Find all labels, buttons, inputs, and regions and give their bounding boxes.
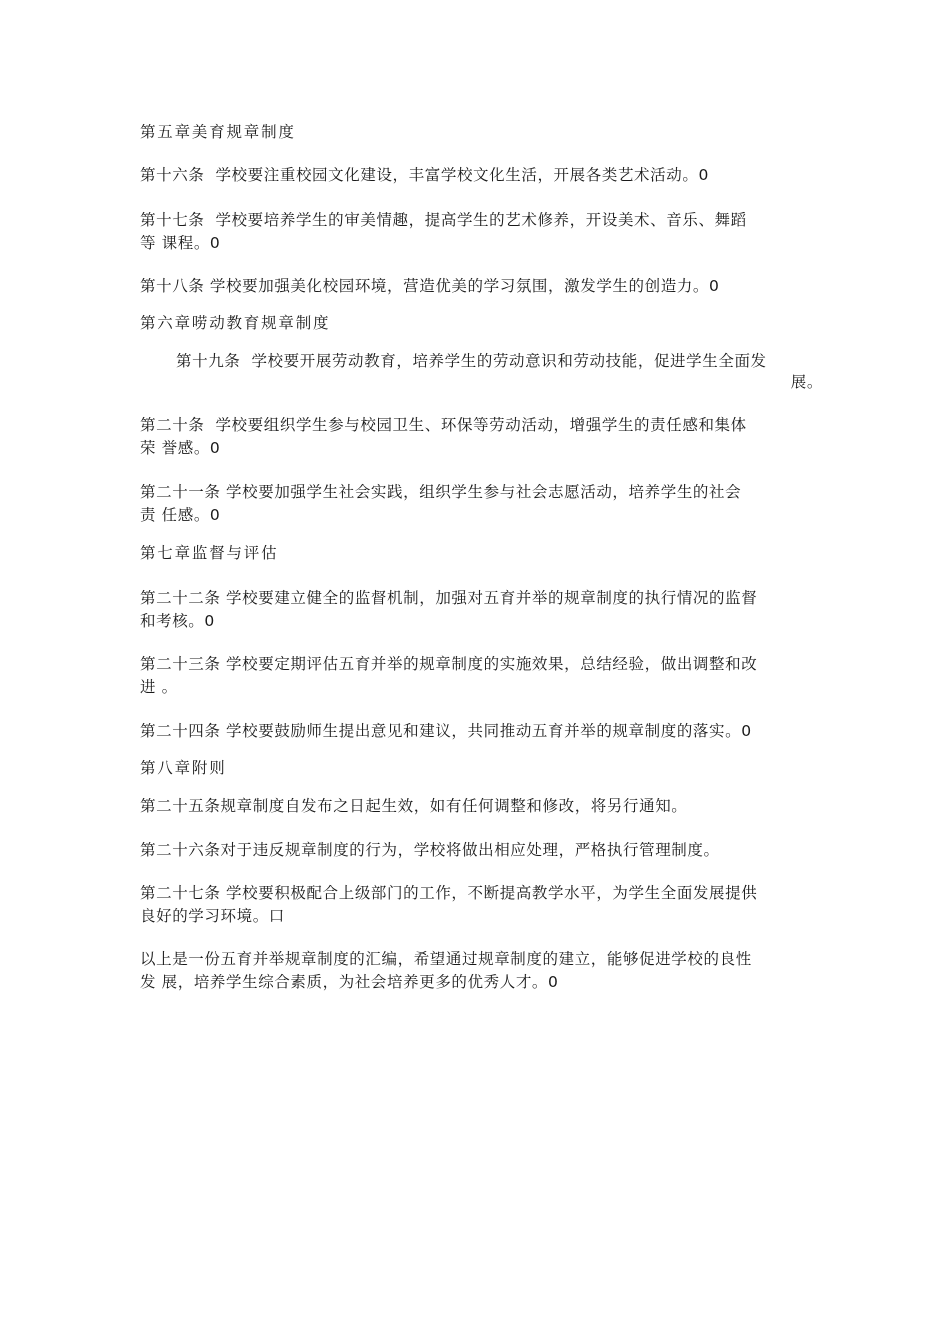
- article-16: 第十六条 学校要注重校园文化建设，丰富学校文化生活，开展各类艺术活动。0: [140, 166, 709, 184]
- chapter-6-heading: 第六章唠动教育规章制度: [140, 314, 331, 332]
- chapter-7-heading: 第七章监督与评估: [140, 544, 279, 562]
- article-21-line-2: 责 任感。0: [140, 506, 221, 524]
- article-24: 第二十四条 学校要鼓励师生提出意见和建议，共同推动五育并举的规章制度的落实。0: [140, 722, 752, 740]
- conclusion-line-1: 以上是一份五育并举规章制度的汇编，希望通过规章制度的建立，能够促进学校的良性: [140, 950, 752, 968]
- article-19-line-1: 第十九条 学校要开展劳动教育，培养学生的劳动意识和劳动技能，促进学生全面发: [176, 352, 767, 370]
- article-17-line-1: 第十七条 学校要培养学生的审美情趣，提高学生的艺术修养，开设美术、音乐、舞蹈: [140, 211, 747, 229]
- article-18: 第十八条 学校要加强美化校园环境，营造优美的学习氛围，激发学生的创造力。0: [140, 277, 720, 295]
- article-19-line-2: 展。: [790, 373, 823, 391]
- article-22-line-1: 第二十二条 学校要建立健全的监督机制，加强对五育并举的规章制度的执行情况的监督: [140, 589, 758, 607]
- article-20-line-1: 第二十条 学校要组织学生参与校园卫生、环保等劳动活动，增强学生的责任感和集体: [140, 416, 747, 434]
- article-22-line-2: 和考核。0: [140, 612, 215, 630]
- chapter-5-heading: 第五章美育规章制度: [140, 123, 296, 141]
- article-27-line-1: 第二十七条 学校要积极配合上级部门的工作，不断提高教学水平，为学生全面发展提供: [140, 884, 758, 902]
- article-26: 第二十六条对于违反规章制度的行为，学校将做出相应处理，严格执行管理制度。: [140, 841, 720, 859]
- chapter-8-heading: 第八章附则: [140, 759, 227, 777]
- article-27-line-2: 良好的学习环境。口: [140, 907, 285, 925]
- article-21-line-1: 第二十一条 学校要加强学生社会实践，组织学生参与社会志愿活动，培养学生的社会: [140, 483, 742, 501]
- article-17-line-2: 等 课程。0: [140, 234, 221, 252]
- article-23-line-2: 进 。: [140, 678, 178, 696]
- article-25: 第二十五条规章制度自发布之日起生效，如有任何调整和修改，将另行通知。: [140, 797, 688, 815]
- article-23-line-1: 第二十三条 学校要定期评估五育并举的规章制度的实施效果，总结经验，做出调整和改: [140, 655, 758, 673]
- conclusion-line-2: 发 展，培养学生综合素质，为社会培养更多的优秀人才。0: [140, 973, 559, 991]
- article-20-line-2: 荣 誉感。0: [140, 439, 221, 457]
